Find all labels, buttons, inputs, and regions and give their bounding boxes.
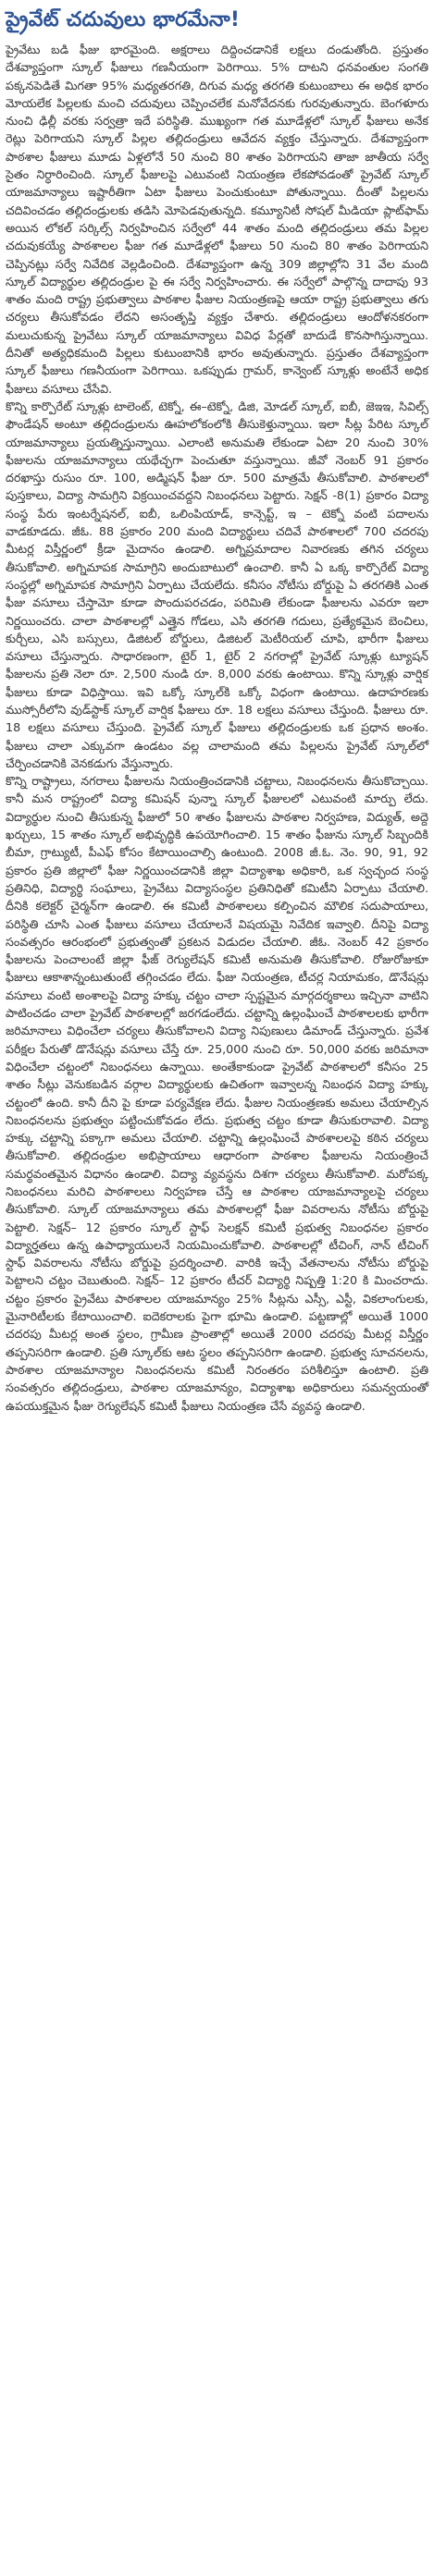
article-paragraph-3: కొన్ని రాష్ట్రాలు, నగరాలు ఫీజులను నియంత్రించడానికి చట్టాలు, నిబంధనలను తీసుకొచ్చాయి. కానీ మన రాష్ట్రంలో విద్యా కమిషన్ పున్నా స్కూల్ ఫీజులలో ఎటువంటి మార్పు లేదు. విద్యార్థుల నుంచి తీసుకున్న ఫీజులో 50 శాతం ఫీజులను పాఠశాల నిర్వహణ, విద్యుత్, అద్దె ఖర్చులు, 15 శాతం స్కూల్ అభివృద్ధికి ఉపయోగించాలి. 15 శాతం ఫీజును స్కూల్ సిబ్బందికి బీమా, గ్రాట్యుటీ, పీఎఫ్ కోసం కేటాయించాల్సి ఉంటుంది. 2008 జీ.ఓ. నెం. 90, 91, 92 ప్రకారం ప్రతి జిల్లాలో ఫీజు నిర్ణయించడానికి జిల్లా విద్యాశాఖ అధికారి, ఒక స్వచ్ఛంద సంస్థ ప్రతినిధి, విద్యార్థి సంఘాలు, ప్రైవేటు విద్యాసంస్థల ప్రతినిధితో కమిటీని ఏర్పాటు చేయాలి. దీనికి కలెక్టర్ చైర్మన్‌గా ఉండాలి. ఈ కమిటీ పాఠశాలలు కల్పించిన మౌలిక సదుపాయాలు, పరిస్థితి చూసి ఎంత ఫీజులు వసూలు చేయాలనే విషయమై నివేదిక ఇవ్వాలి. దీనిపై విద్యా సంవత్సరం ఆరంభంలో ప్రభుత్వంతో ప్రకటన విడుదల చేయాలి. జీఓ. నెంబర్ 42 ప్రకారం ఫీజులను పెంచాలంటే జిల్లా ఫీజ్ రెగ్యులేషన్ కమిటీ అనుమతి తీసుకోవాలి. రోజురోజుకూ ఫీజులు ఆకాశాన్నంటుతుంటే తగ్గించడం లేదు. ఫీజు నియంత్రణ, టీచర్ల నియామకం, డొనేషన్లు వసూలు వంటి అంశాలపై విద్యా హక్కు చట్టం చాలా స్పష్టమైన మార్గదర్శకాలు ఇచ్చినా వాటిని పాటించడం చాలా ప్రైవేట్ పాఠశాలల్లో జరగడంలేదు. చట్టాన్ని ఉల్లంఘించే పాఠశాలలకు భారీగా జరిమానాలు విధించేలా చర్యలు తీసుకోవాలని విద్యా నిపుణులు డిమాండ్ చేస్తున్నారు. ప్రవేశ పరీక్షల పేరుతో డొనేషన్లు వసూలు చేస్తే రూ. 25,000 నుంచి రూ. 50,000 వరకు జరిమానా విధించేలా చట్టంలో నిబంధనలు ఉన్నాయి. అంతేకాకుండా ప్రైవేట్ పాఠశాలలో కనీసం 25 శాతం సీట్లు వెనుకబడిన వర్గాల విద్యార్థులకు ఉచితంగా ఇవ్వాలన్న నిబంధన విద్యా హక్కు చట్టంలో ఉంది. కానీ దీని పై కూడా పర్యవేక్షణ లేదు. ఫీజుల నియంత్రణకు అమలు చేయాల్సిన నిబంధనలను ప్రభుత్వం పట్టించుకోవడం లేదు. ప్రభుత్వ చట్టం కూడా తీసుకురావాలి. విద్యా హక్కు చట్టాన్ని పక్కాగా అమలు చేయాలి. చట్టాన్ని ఉల్లంఘించే పాఠశాలలపై కఠిన చర్యలు తీసుకోవాలి. తల్లిదండ్రుల అభిప్రాయాలు ఆధారంగా పాఠశాల ఫీజులను నియంత్రించే సమర్థవంతమైన విధానం ఉండాలి. విద్యా వ్యవస్థను దిశగా చర్యలు తీసుకోవాలి. మరోపక్క నిబంధనలు మరిచి పాఠశాలలు నిర్వహణ చేస్తే ఆ పాఠశాల యాజమాన్యాలపై చర్యలు తీసుకోవాలి. స్కూల్ యాజమాన్యాలు తమ పాఠశాలల్లో ఫీజు వివరాలను నోటీసు బోర్డుపై పెట్టాలి. సెక్షన్– 12 ప్రకారం స్కూల్ స్టాఫ్ సెలక్షన్ కమిటీ ప్రభుత్వ నిబంధనల ప్రకారం విద్యార్హతలు ఉన్న ఉపాధ్యాయులనే నియమించుకోవాలి. పాఠశాలల్లో టీచింగ్, నాన్ టీచింగ్ స్టాఫ్ వివరాలను నోటీసు బోర్డుపై ప్రదర్శించాలి. వారికి ఇచ్చే వేతనాలను నోటీసు బోర్డుపై పెట్టాలని చట్టం చెబుతుంది. సెక్షన్– 12 ప్రకారం టీచర్ విద్యార్థి నిష్పత్తి 1:20 కి మించరాదు. చట్టం ప్రకారం ప్రైవేటు పాఠశాలల యాజమాన్యం 25% సీట్లను ఎస్సీ, ఎస్టీ, వికలాంగులకు, మైనారిటీలకు కేటాయించాలి. ఐదెకరాలకు పైగా భూమి ఉండాలి. పట్టణాల్లో అయితే 1000 చదరపు మీటర్ల అంత స్థలం, గ్రామీణ ప్రాంతాల్లో అయితే 2000 చదరపు మీటర్ల విస్తీర్ణం తప్పనిసరిగా ఉండాలి. ప్రతి స్కూల్‌కు ఆట స్థలం తప్పనిసరిగా ఉండాలి. ప్రభుత్వ సూచనలను, పాఠశాల యాజమాన్యాల నిబంధనలను కమిటీ నిరంతరం పరిశీలిస్తూ ఉంటాలి. ప్రతి సంవత్సరం తల్లిదండ్రులు, పాఠశాల యాజమాన్యం, విద్యాశాఖ అధికారులు సమన్వయంతో ఉపయుక్తమైన ఫీజు రెగ్యులేషన్ కమిటీ ఫీజులు నియంత్రణ చేసే వ్యవస్థ ఉండాలి. xyxy=(6,774,428,1413)
article-body xyxy=(6,41,428,1415)
article-headline: ప్రైవేట్ చదువులు భారమేనా! xyxy=(6,8,241,31)
article-paragraph-2: కొన్ని కార్పొరేట్ స్కూళ్లు టాలెంట్, టెక్నో, ఈ–టెక్నో, డిజి, మోడల్ స్కూల్, ఐబీ, జెఇఇ, సివిల్స్ ఫౌండేషన్ అంటూ తల్లిదండ్రులను ఊహలోకంలోకి తీసుకెళ్తున్నాయి. ఇలా సీట్ల పేరిట స్కూల్ యాజమాన్యాలు ప్రయత్నిస్తున్నాయి. ఎలాంటి అనుమతి లేకుండా ఏటా 20 నుంచి 30% ఫీజులను యాజమాన్యాలు యథేచ్ఛగా పెంచుతూ వస్తున్నాయి. జీవో నెంబర్ 91 ప్రకారం దరఖాస్తు రుసుం రూ. 100, అడ్మిషన్ ఫీజు రూ. 500 మాత్రమే తీసుకోవాలి. పాఠశాలలో పుస్తకాలు, విద్యా సామగ్రిని విక్రయించవద్దని నిబంధనలు పెట్టారు. సెక్షన్ -8(1) ప్రకారం విద్యా సంస్థ పేరు ఇంటర్నేషనల్, ఐబీ, ఒలింపియాడ్, కాన్సెప్ట్, ఇ – టెక్నో వంటి పదాలను వాడకూడదు. జీఓ. 88 ప్రకారం 200 మంది విద్యార్థులు చదివే పాఠశాలలో 700 చదరపు మీటర్ల విస్తీర్ణంలో క్రీడా మైదానం ఉండాలి. అగ్నిప్రమాదాల నివారణకు తగిన చర్యలు తీసుకోవాలి. అగ్నిమాపక సామాగ్రిని అందుబాటులో ఉంచాలి. కానీ ఏ ఒక్క కార్పొరేట్ విద్యా సంస్థల్లో అగ్నిమాపక సామాగ్రిని ఏర్పాటు చేయలేదు. కనీసం నోటీసు బోర్డుపై ఏ తరగతికి ఎంత ఫీజు వసూలు చేస్తామో కూడా పొందుపరచడం, పరిమితి లేకుండా ఫీజులను ఎవరూ ఇలా నిర్ణయించరు. చాలా పాఠశాలల్లో ఎత్తైన గోడలు, ఎసి తరగతి గదులు, ప్రత్యేకమైన బెంచిలు, కుర్చీలు, ఎసి బస్సులు, డిజిటల్ బోర్డులు, డిజిటల్ మెటీరియల్ చూపి, భారీగా ఫీజులు వసూలు చేస్తున్నారు. సాధారణంగా, టైర్ 1, టైర్ 2 నగరాల్లో ప్రైవేట్ స్కూళ్లు ట్యూషన్ ఫీజులను ప్రతి నెలా రూ. 2,500 నుండి రూ. 8,000 వరకు ఉంటాయి. కొన్ని స్కూళ్లు వార్షిక ఫీజులు కూడా విధిస్తాయి. ఇవి ఒక్కో స్కూల్‌కి ఒక్కో విధంగా ఉంటాయి. ఉదాహరణకు ముస్సోరీలోని వుడ్‌స్టాక్ స్కూల్ వార్షిక ఫీజులు రూ. 18 లక్షలు వసూలు చేస్తుంది. ఫీజులు రూ. 18 లక్షలు వసూలు చేస్తుంది. ప్రైవేట్ స్కూల్ ఫీజులు తల్లిదండ్రులకు ఒక ప్రధాన అంశం. ఫీజులు చాలా ఎక్కువగా ఉండటం వల్ల చాలామంది తమ పిల్లలను ప్రైవేట్ స్కూల్‌లో చేర్పించడానికి వెనకడుగు వేస్తున్నారు. xyxy=(6,399,428,770)
article-paragraph-1: ప్రైవేటు బడి ఫీజు భారమైంది. అక్షరాలు దిద్దించడానికే లక్షలు దండుతోంది. ప్రస్తుతం దేశవ్యాప్తంగా స్కూల్ ఫీజులు గణనీయంగా పెరిగాయి. 5% దాటని ధనవంతుల సంగతి పక్కనపెడితే మిగతా 95% మధ్యతరగతి, దిగువ మధ్య తరగతి కుటుంబాలు ఈ అధిక భారం మోయలేక పిల్లలకు మంచి చదువులు చెప్పించలేక మనోవేదనకు గురవుతున్నారు. బెంగళూరు నుంచి ఢిల్లీ వరకు సర్వత్రా ఇదే పరిస్థితి. ముఖ్యంగా గత మూడేళ్లలో స్కూల్ ఫీజులు అనేక రెట్లు పెరిగాయని స్కూల్ పిల్లల తల్లిదండ్రులు ఆవేదన వ్యక్తం చేస్తున్నారు. దేశవ్యాప్తంగా పాఠశాల ఫీజులు మూడు ఏళ్లలోనే 50 నుంచి 80 శాతం పెరిగాయని తాజా జాతీయ సర్వే సైతం నిర్ధారించింది. స్కూల్ ఫీజులపై ఎటువంటి నియంత్రణ లేకపోవడంతో ప్రైవేట్ స్కూల్ యాజమాన్యాలు ఇష్టారీతిగా ఏటా ఫీజులు పెంచుకుంటూ పోతున్నాయి. దీంతో పిల్లలను చదివించడం తల్లిదండ్రులకు తడిసి మోపెడవుతున్నది. కమ్యూనిటీ సోషల్ మీడియా ప్లాట్‌ఫామ్ అయిన లోకల్ సర్కిల్స్ నిర్వహించిన సర్వేలో 44 శాతం మంది తల్లిదండ్రులు తమ పిల్లల చదువుకయ్యే పాఠశాలల ఫీజు గత మూడేళ్లలో ఫీజులు 50 నుంచి 80 శాతం పెరిగాయని చెప్పినట్లు సర్వే నివేదిక వెల్లడించింది. దేశవ్యాప్తంగా ఉన్న 309 జిల్లాల్లోని 31 వేల మంది స్కూల్ విద్యార్థుల తల్లిదండ్రుల పై ఈ సర్వే నిర్వహించారు. ఈ సర్వేలో పాల్గొన్న దాదాపు 93 శాతం మంది రాష్ట్ర ప్రభుత్వాలు పాఠశాల ఫీజుల నియంత్రణపై ఆయా రాష్ట్ర ప్రభుత్వాలు తగు చర్యలు తీసుకోవడం లేదని అసంతృప్తి వ్యక్తం చేశారు. తల్లిదండ్రులు ఆందోళనకరంగా మలుచుకున్న ప్రైవేటు స్కూల్ యాజమాన్యాలు వివిధ పేర్లతో బాదుడే కొనసాగిస్తున్నాయి. దీనితో అత్యధికమంది పిల్లలు కుటుంబానికి భారం అవుతున్నారు. ప్రస్తుతం దేశవ్యాప్తంగా స్కూల్ ఫీజులు గణనీయంగా పెరిగాయి. ఒకప్పుడు గ్రామర్, కాన్వెంట్ స్కూళ్లు అంటేనే అధిక ఫీజులు వసూలు చేసేవి. xyxy=(6,43,428,396)
